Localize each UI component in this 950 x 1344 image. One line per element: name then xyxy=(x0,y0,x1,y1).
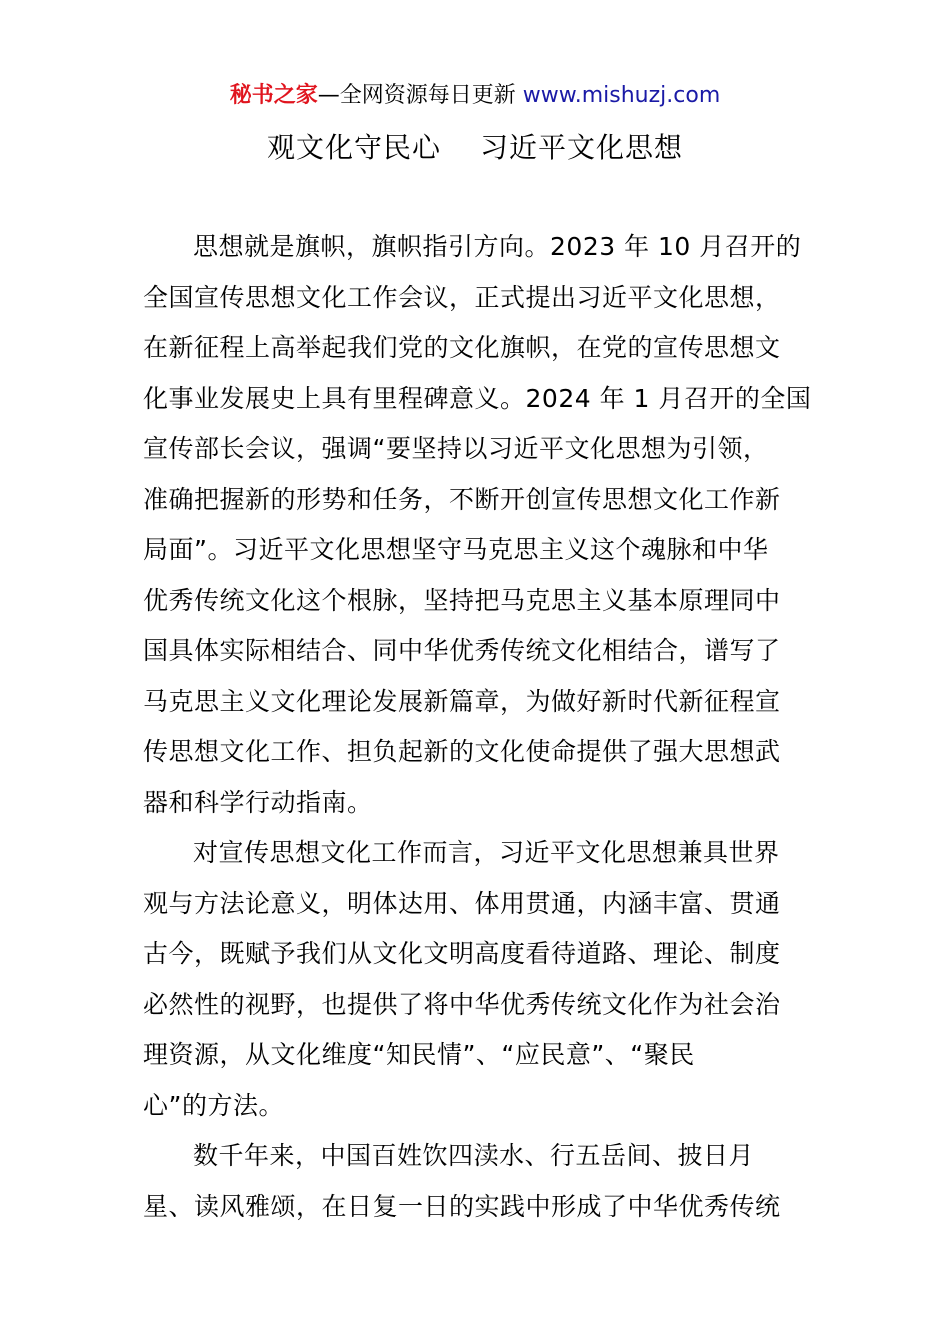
body-line: 在新征程上高举起我们党的文化旗帜，在党的宣传思想文 xyxy=(143,333,781,362)
brand-name: 秘书之家 xyxy=(229,83,318,108)
document-title: 观文化守民心 习近平文化思想 xyxy=(267,131,683,164)
body-line: 马克思主义文化理论发展新篇章，为做好新时代新征程宣 xyxy=(143,686,781,716)
body-line: 思想就是旗帜，旗帜指引方向。2023 年 10 月召开的 xyxy=(193,232,802,261)
body-line: 传思想文化工作、担负起新的文化使命提供了强大思想武 xyxy=(143,737,781,766)
body-line: 观与方法论意义，明体达用、体用贯通，内涵丰富、贯通 xyxy=(143,888,781,918)
body-line: 准确把握新的形势和任务，不断开创宣传思想文化工作新 xyxy=(143,484,781,514)
header-tagline: —全网资源每日更新 xyxy=(317,83,523,108)
body-line: 数千年来，中国百姓饮四渎水、行五岳间、披日月 xyxy=(193,1141,755,1170)
body-line: 国具体实际相结合、同中华优秀传统文化相结合，谱写了 xyxy=(143,636,781,665)
body-line: 必然性的视野，也提供了将中华优秀传统文化作为社会治 xyxy=(143,989,781,1019)
body-line: 宣传部长会议，强调“要坚持以习近平文化思想为引领， xyxy=(143,434,769,463)
body-line: 器和科学行动指南。 xyxy=(143,787,373,817)
body-line: 优秀传统文化这个根脉，坚持把马克思主义基本原理同中 xyxy=(143,585,781,615)
body-line: 古今，既赋予我们从文化文明高度看待道路、理论、制度 xyxy=(143,939,781,968)
body-line: 局面”。习近平文化思想坚守马克思主义这个魂脉和中华 xyxy=(143,535,769,564)
body-line: 化事业发展史上具有里程碑意义。2024 年 1 月召开的全国 xyxy=(143,383,812,413)
body-line: 全国宣传思想文化工作会议，正式提出习近平文化思想， xyxy=(143,282,781,312)
body-line: 对宣传思想文化工作而言，习近平文化思想兼具世界 xyxy=(193,838,780,867)
body-line: 理资源，从文化维度“知民情”、“应民意”、“聚民 xyxy=(143,1040,695,1069)
site-header xyxy=(0,80,950,112)
document-body xyxy=(143,222,812,1232)
body-line: 心”的方法。 xyxy=(143,1090,284,1120)
body-line: 星、读风雅颂，在日复一日的实践中形成了中华优秀传统 xyxy=(143,1191,781,1221)
site-url-link[interactable]: www.mishuzj.com xyxy=(522,83,721,108)
